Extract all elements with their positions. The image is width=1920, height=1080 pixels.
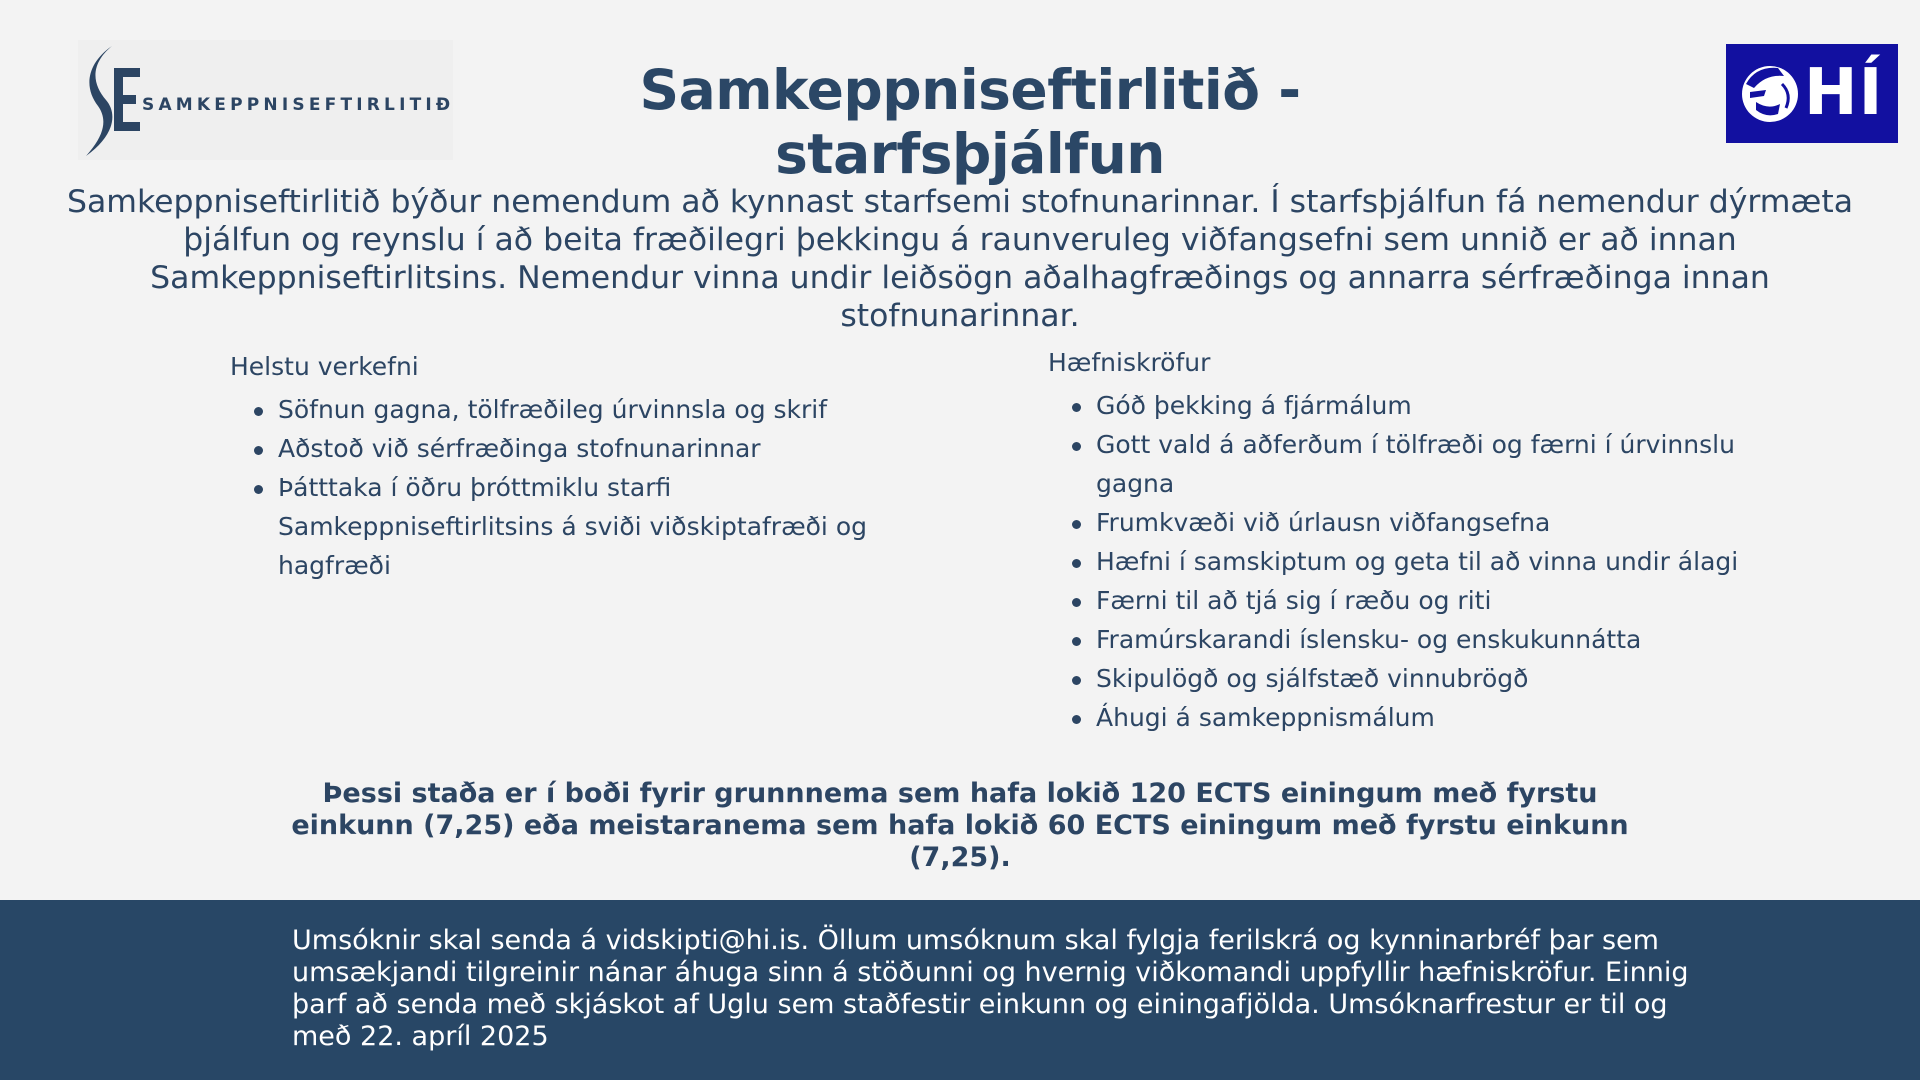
list-item: Frumkvæði við úrlausn viðfangsefna [1048,503,1748,542]
bullet-icon [1072,442,1081,451]
requirements-section [1048,346,1748,737]
bullet-icon [1072,676,1081,685]
requirements-list [1048,386,1748,737]
intro-paragraph: Samkeppniseftirlitið býður nemendum að kynnast starfsemi stofnunarinnar. Í starfsþjálfun fá nemendur dýrmæta þjálfun og reynslu í að beita fræðilegri þekkingu á raunveruleg viðfangsefni sem unnið er að innan Samkeppniseftirlitsins. Nemendur vinna undir leiðsögn aðalhagfræðings og annarra sérfræðinga innan stofnunarinnar. [66,184,1854,334]
list-item: Færni til að tjá sig í ræðu og riti [1048,581,1748,620]
page-title: Samkeppniseftirlitið - starfsþjálfun [639,58,1301,186]
bullet-icon [254,407,263,416]
list-item: Gott vald á aðferðum í tölfræði og færni í úrvinnslu gagna [1048,425,1736,503]
list-item: Skipulögð og sjálfstæð vinnubrögð [1048,659,1748,698]
tasks-list [230,390,990,585]
samkeppniseftirlitid-logo [78,40,453,160]
footer-banner [0,900,1920,1080]
bullet-icon [254,446,263,455]
application-instructions: Umsóknir skal senda á vidskipti@hi.is. Öllum umsóknum skal fylgja ferilskrá og kynninarbréf þar sem umsækjandi tilgreinir nánar áhuga sinn á stöðunni og hvernig viðkomandi uppfyllir hæfniskröfur. Einnig þarf að senda með skjáskot af Uglu sem staðfestir einkunn og einingafjölda. Umsóknarfrestur er til og með 22. apríl 2025 [292,925,1689,1052]
bullet-icon [1072,598,1081,607]
tasks-section [230,350,990,585]
eligibility-statement: Þessi staða er í boði fyrir grunnnema sem hafa lokið 120 ECTS einingum með fyrstu einkunn (7,25) eða meistaranema sem hafa lokið 60 ECTS einingum með fyrstu einkunn (7,25). [291,778,1629,873]
bullet-icon [1072,715,1081,724]
list-item: Framúrskarandi íslensku- og enskukunnátta [1048,620,1748,659]
bullet-icon [254,485,263,494]
list-item: Áhugi á samkeppnismálum [1048,698,1748,737]
bullet-icon [1072,637,1081,646]
list-item: Þátttaka í öðru þróttmiklu starfi Samkeppniseftirlitsins á sviði viðskiptafræði og hagfræði [230,468,938,585]
helmeted-head-icon [1726,44,1806,143]
list-item: Góð þekking á fjármálum [1048,386,1748,425]
bullet-icon [1072,403,1081,412]
tasks-heading: Helstu verkefni [230,352,419,381]
list-item: Söfnun gagna, tölfræðileg úrvinnsla og skrif [230,390,990,429]
list-item: Hæfni í samskiptum og geta til að vinna undir álagi [1048,542,1748,581]
list-item: Aðstoð við sérfræðinga stofnunarinnar [230,429,990,468]
org-logo-wordmark: SAMKEPPNISEFTIRLITIÐ [142,95,455,115]
bullet-icon [1072,559,1081,568]
hi-logo [1726,44,1898,143]
bullet-icon [1072,520,1081,529]
hi-logo-text: HÍ [1804,56,1884,130]
requirements-heading: Hæfniskröfur [1048,348,1211,377]
